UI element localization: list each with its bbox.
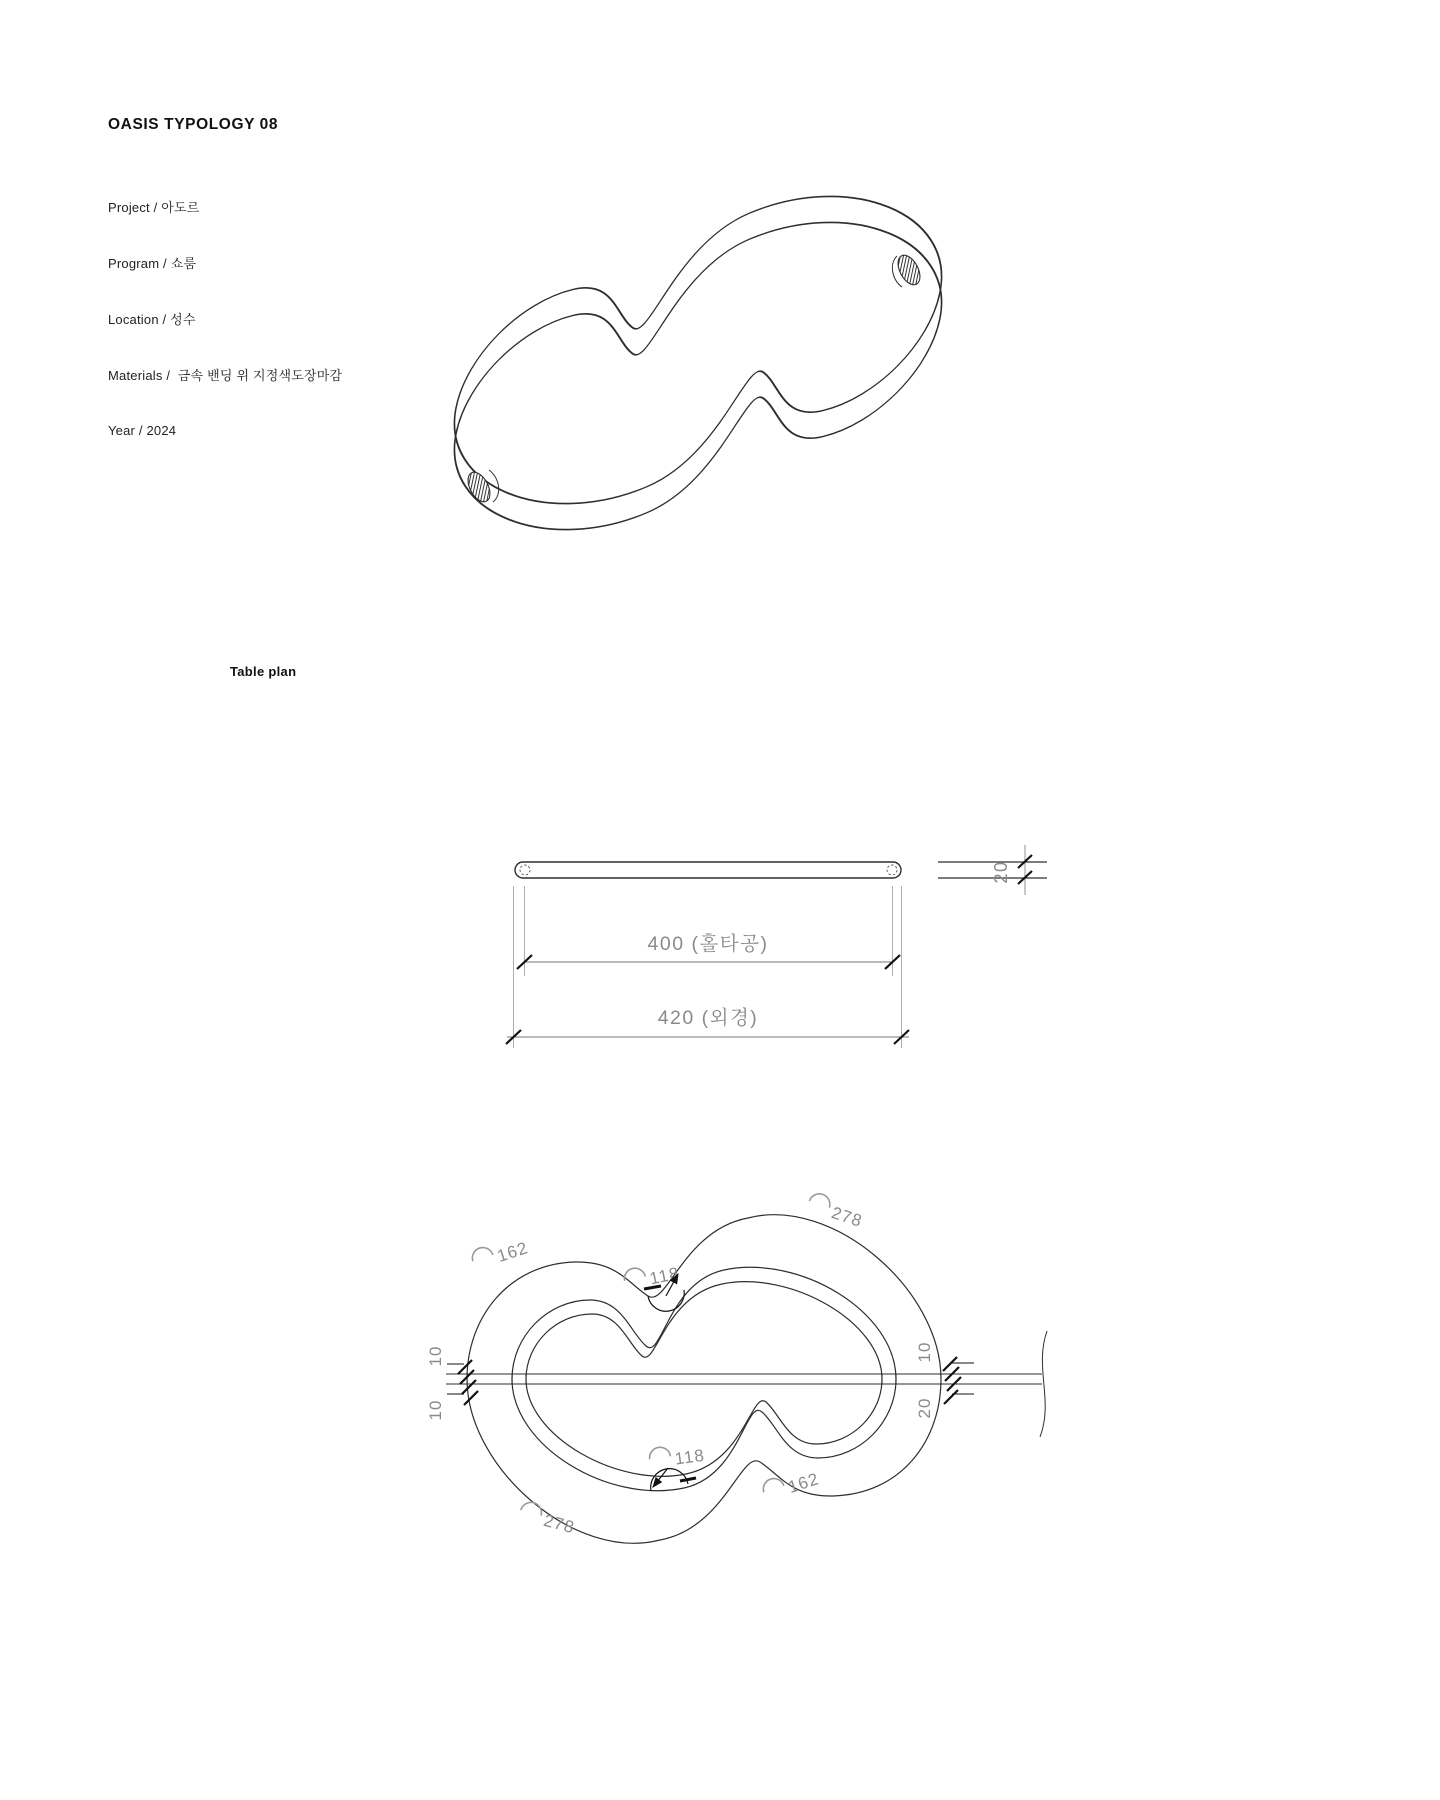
arc-radius-icon bbox=[648, 1446, 670, 1459]
radius-value: 118 bbox=[673, 1445, 707, 1469]
offset-label-right-top: 10 bbox=[915, 1341, 934, 1363]
plan-ticks-right bbox=[943, 1357, 974, 1404]
radius-label-top-left bbox=[470, 1234, 531, 1274]
isometric-view bbox=[429, 158, 966, 567]
leader-arc bbox=[648, 1290, 684, 1311]
radius-value: 118 bbox=[647, 1263, 682, 1289]
bold-tick bbox=[644, 1286, 661, 1289]
radius-value: 162 bbox=[494, 1238, 531, 1266]
page-title: OASIS TYPOLOGY 08 bbox=[108, 116, 279, 133]
plan-band-inner bbox=[526, 1282, 882, 1477]
plan-view bbox=[426, 1191, 1047, 1543]
dim-label-420: 420 (외경) bbox=[657, 1007, 759, 1029]
hole-left bbox=[520, 865, 530, 875]
radius-label-top-right bbox=[805, 1191, 866, 1231]
plan-outer-outline bbox=[467, 1215, 941, 1543]
info-line-location: Location / 성수 bbox=[108, 311, 196, 327]
plan-curves bbox=[467, 1215, 941, 1543]
hole-right bbox=[887, 865, 897, 875]
plan-ticks-left bbox=[447, 1360, 478, 1405]
hatched-joint-icon bbox=[464, 469, 495, 506]
bold-tick bbox=[680, 1478, 696, 1481]
flat-bar-outline bbox=[515, 862, 901, 878]
arc-radius-icon bbox=[809, 1191, 832, 1207]
offset-label-left-bottom: 10 bbox=[426, 1399, 445, 1421]
radius-value: 278 bbox=[829, 1203, 865, 1231]
radius-label-bottom-right bbox=[761, 1465, 822, 1505]
info-line-year: Year / 2024 bbox=[108, 423, 177, 439]
r118-pointer-bottom bbox=[651, 1468, 696, 1491]
elevation-view bbox=[506, 845, 1047, 1048]
arc-radius-icon bbox=[521, 1500, 544, 1516]
radius-value: 278 bbox=[541, 1510, 577, 1538]
section-label: Table plan bbox=[230, 664, 297, 679]
iso-joint-right bbox=[892, 252, 924, 289]
offset-label-right-bottom: 20 bbox=[915, 1397, 934, 1419]
thickness-dim-label: 20 bbox=[991, 860, 1011, 884]
radius-label-bottom-middle bbox=[648, 1441, 706, 1472]
radius-value: 162 bbox=[785, 1469, 822, 1497]
info-line-project: Project / 아도르 bbox=[108, 200, 200, 216]
radius-label-bottom-left bbox=[517, 1500, 578, 1537]
arc-radius-icon bbox=[470, 1245, 493, 1261]
info-line-program: Program / 쇼룸 bbox=[108, 255, 197, 271]
dim-label-400: 400 (홀타공) bbox=[647, 933, 769, 955]
info-line-materials: Materials / 금속 밴딩 위 지정색도장마감 bbox=[108, 367, 343, 383]
offset-label-left-top: 10 bbox=[426, 1345, 445, 1367]
